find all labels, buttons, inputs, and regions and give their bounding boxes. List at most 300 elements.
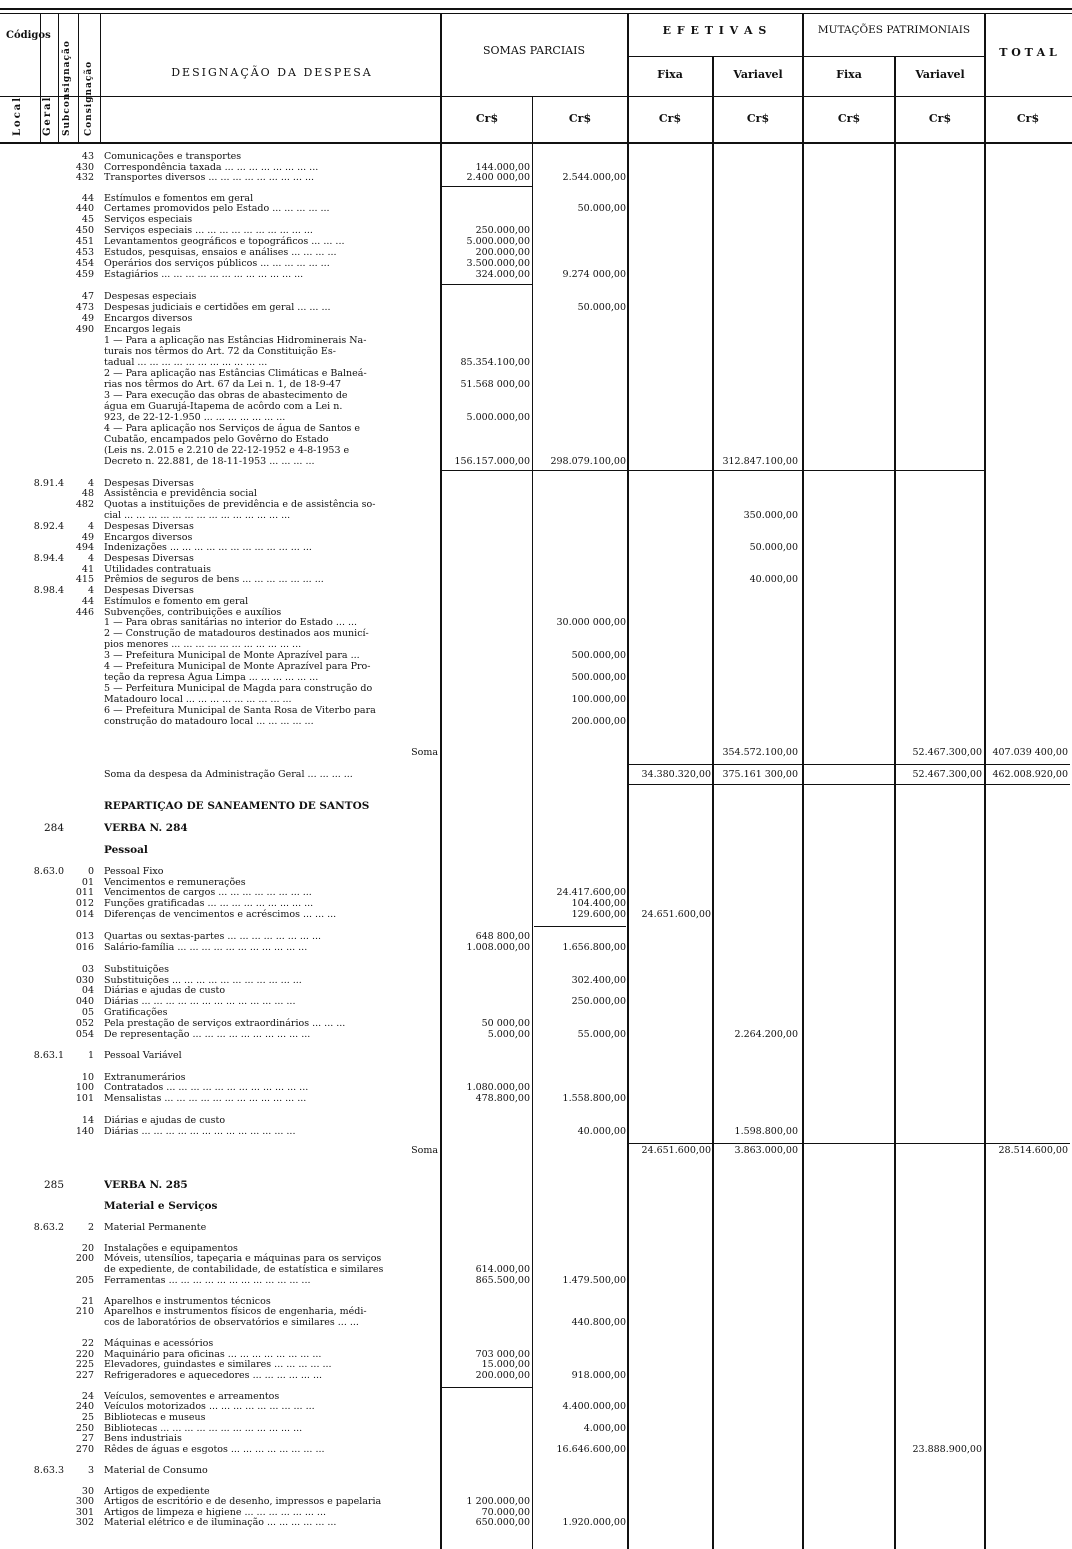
row-mutacao-variavel: 52.467.300,00	[912, 769, 982, 780]
table-row	[0, 521, 1072, 532]
table-row	[0, 661, 1072, 672]
currency-mut-var: Cr$	[928, 112, 952, 125]
row-efetiva-variavel: 50.000,00	[749, 542, 798, 553]
table-row	[0, 236, 1072, 247]
row-code: 14	[81, 1115, 94, 1126]
row-code: 20	[81, 1243, 94, 1254]
row-partial-sum-2: 50.000,00	[577, 302, 626, 313]
row-code: 4	[87, 478, 94, 489]
row-description: Veículos, semoventes e arreamentos	[104, 1391, 280, 1402]
table-row	[0, 368, 1072, 379]
row-code: 250	[75, 1423, 94, 1434]
row-code: 3	[87, 1465, 94, 1476]
row-description: Artigos de escritório e de desenho, impressos e papelaria	[104, 1496, 382, 1507]
row-code: 450	[75, 225, 94, 236]
row-partial-sum-2: 50.000,00	[577, 203, 626, 214]
row-code: 302	[75, 1517, 94, 1528]
row-local-code: 8.94.4	[33, 553, 64, 564]
row-code: 44	[81, 596, 94, 607]
currency-mut-fixa: Cr$	[837, 112, 861, 125]
row-partial-sum-1: 614.000,00	[475, 1264, 530, 1275]
row-description: Indenizações ... ... ... ... ... ... ... ... ... ... ... ...	[104, 542, 312, 553]
row-description: Despesas Diversas	[104, 585, 194, 596]
row-partial-sum-2: 9.274 000,00	[562, 269, 626, 280]
row-description: VERBA N. 285	[104, 1180, 188, 1191]
table-row	[0, 553, 1072, 564]
row-code: 012	[75, 898, 94, 909]
row-code: 430	[75, 162, 94, 173]
table-row	[0, 1264, 1072, 1275]
row-description: Aparelhos e instrumentos físicos de engenharia, médi-	[104, 1306, 367, 1317]
row-code: 04	[81, 985, 94, 996]
table-row	[0, 1306, 1072, 1317]
row-code: 013	[75, 931, 94, 942]
table-row	[0, 488, 1072, 499]
table-row	[0, 1082, 1072, 1093]
row-partial-sum-2: 104.400,00	[571, 898, 626, 909]
row-partial-sum-1: 5.000,00	[487, 1029, 530, 1040]
row-description: Despesas Diversas	[104, 553, 194, 564]
row-partial-sum-2: 918.000,00	[571, 1370, 626, 1381]
row-description: Levantamentos geográficos e topográficos ... ... ...	[104, 236, 345, 247]
currency-sp1: Cr$	[475, 112, 499, 125]
row-description: VERBA N. 284	[104, 823, 188, 834]
table-row	[0, 964, 1072, 975]
table-row	[0, 324, 1072, 335]
table-row	[0, 401, 1072, 412]
row-partial-sum-1: 156.157.000,00	[454, 456, 530, 467]
table-row	[0, 985, 1072, 996]
row-code: 43	[81, 151, 94, 162]
row-mutacao-variavel: 23.888.900,00	[912, 1444, 982, 1455]
row-description: 1 — Para obras sanitárias no interior do Estado ... ...	[104, 617, 358, 628]
row-description: 5 — Perfeitura Municipal de Magda para construção do	[104, 683, 373, 694]
row-description: 2 — Para aplicação nas Estâncias Climáticas e Balneá-	[104, 368, 367, 379]
row-description: Pela prestação de serviços extraordinários ... ... ...	[104, 1018, 346, 1029]
row-code: 040	[75, 996, 94, 1007]
row-description: (Leis ns. 2.015 e 2.210 de 22-12-1952 e 4-8-1953 e	[104, 445, 350, 456]
table-row	[0, 1496, 1072, 1507]
table-row	[0, 1444, 1072, 1455]
row-description: Aparelhos e instrumentos técnicos	[104, 1296, 271, 1307]
row-local-code: 285	[43, 1179, 64, 1191]
row-code: 45	[81, 214, 94, 225]
table-row	[0, 1433, 1072, 1444]
row-description: Pessoal Fixo	[104, 866, 164, 877]
table-row	[0, 434, 1072, 445]
row-description: Soma	[411, 747, 438, 758]
row-description: turais nos têrmos do Art. 72 da Constituição Es-	[104, 346, 336, 357]
row-description: água em Guarujá-Itapema de acôrdo com a Lei n.	[104, 401, 343, 412]
table-row	[0, 291, 1072, 302]
row-code: 47	[81, 291, 94, 302]
row-code: 22	[81, 1338, 94, 1349]
table-row	[0, 1401, 1072, 1412]
header-total: T O T A L	[999, 46, 1057, 59]
row-efetiva-variavel: 312.847.100,00	[722, 456, 798, 467]
row-local-code: 8.91.4	[33, 478, 64, 489]
row-code: 490	[75, 324, 94, 335]
row-code: 454	[75, 258, 94, 269]
row-description: Certames promovidos pelo Estado ... ... ... ... ...	[104, 203, 330, 214]
row-code: 101	[75, 1093, 94, 1104]
row-description: Maquinário para oficinas ... ... ... ... ... ... ... ...	[104, 1349, 322, 1360]
table-row	[0, 390, 1072, 401]
row-code: 240	[75, 1401, 94, 1412]
row-code: 054	[75, 1029, 94, 1040]
row-description: Substituições	[104, 964, 169, 975]
row-partial-sum-1: 85.354.100,00	[460, 357, 530, 368]
row-partial-sum-2: 298.079.100,00	[550, 456, 626, 467]
row-partial-sum-2: 1.920.000,00	[562, 1517, 626, 1528]
table-row	[0, 247, 1072, 258]
row-total: 462.008.920,00	[992, 769, 1068, 780]
row-partial-sum-1: 1.080.000,00	[466, 1082, 530, 1093]
row-partial-sum-2: 200.000,00	[571, 716, 626, 727]
table-row	[0, 1275, 1072, 1286]
row-code: 27	[81, 1433, 94, 1444]
row-description: Ferramentas ... ... ... ... ... ... ... ... ... ... ... ...	[104, 1275, 311, 1286]
row-partial-sum-2: 1.656.800,00	[562, 942, 626, 953]
row-code: 49	[81, 313, 94, 324]
row-description: 3 — Prefeitura Municipal de Monte Aprazível para ...	[104, 650, 360, 661]
table-row	[0, 1126, 1072, 1137]
row-description: 2 — Construção de matadouros destinados aos municí-	[104, 628, 369, 639]
row-description: Bibliotecas e museus	[104, 1412, 206, 1423]
table-row	[0, 1412, 1072, 1423]
table-row	[0, 346, 1072, 357]
row-code: 473	[75, 302, 94, 313]
row-partial-sum-2: 1.558.800,00	[562, 1093, 626, 1104]
row-description: Substituições ... ... ... ... ... ... ... ... ... ... ...	[104, 975, 302, 986]
row-code: 25	[81, 1412, 94, 1423]
table-row	[0, 931, 1072, 942]
row-efetiva-variavel: 354.572.100,00	[722, 747, 798, 758]
table-row	[0, 269, 1072, 280]
row-description: Material de Consumo	[104, 1465, 208, 1476]
row-partial-sum-2: 129.600,00	[571, 909, 626, 920]
row-total: 28.514.600,00	[998, 1145, 1068, 1156]
table-row	[0, 574, 1072, 585]
header-efetivas: E F E T I V A S	[662, 24, 768, 37]
row-description: Vencimentos e remunerações	[104, 877, 246, 888]
table-row	[0, 423, 1072, 434]
row-partial-sum-1: 478.800,00	[475, 1093, 530, 1104]
row-code: 200	[75, 1253, 94, 1264]
row-description: Rêdes de águas e esgotos ... ... ... ... ... ... ... ...	[104, 1444, 325, 1455]
row-partial-sum-1: 200.000,00	[475, 247, 530, 258]
row-efetiva-variavel: 2.264.200,00	[734, 1029, 798, 1040]
row-code: 210	[75, 1306, 94, 1317]
row-partial-sum-1: 70.000,00	[481, 1507, 530, 1518]
row-description: teção da represa Água Limpa ... ... ... ... ... ...	[104, 672, 319, 683]
row-code: 0	[87, 866, 94, 877]
table-row	[0, 1222, 1072, 1233]
row-local-code: 8.92.4	[33, 521, 64, 532]
row-code: 30	[81, 1486, 94, 1497]
row-partial-sum-1: 865.500,00	[475, 1275, 530, 1286]
row-code: 030	[75, 975, 94, 986]
row-description: Cubatão, encampados pelo Govêrno do Estado	[104, 434, 329, 445]
row-description: Contratados ... ... ... ... ... ... ... ... ... ... ... ...	[104, 1082, 309, 1093]
row-partial-sum-2: 1.479.500,00	[562, 1275, 626, 1286]
table-row	[0, 996, 1072, 1007]
table-row	[0, 1465, 1072, 1476]
row-code: 41	[81, 564, 94, 575]
row-code: 4	[87, 585, 94, 596]
currency-ef-var: Cr$	[746, 112, 770, 125]
row-partial-sum-2: 55.000,00	[577, 1029, 626, 1040]
row-description: Decreto n. 22.881, de 18-11-1953 ... ... ... ...	[104, 456, 315, 467]
row-partial-sum-1: 3.500.000,00	[466, 258, 530, 269]
row-description: 4 — Para aplicação nos Serviços de água de Santos e	[104, 423, 361, 434]
row-description: Veículos motorizados ... ... ... ... ... ... ... ... ...	[104, 1401, 315, 1412]
table-row	[0, 683, 1072, 694]
row-description: cos de laboratórios de observatórios e similares ... ...	[104, 1317, 359, 1328]
row-partial-sum-1: 648 800,00	[475, 931, 530, 942]
table-row	[0, 445, 1072, 456]
row-code: 140	[75, 1126, 94, 1137]
row-code: 220	[75, 1349, 94, 1360]
row-code: 270	[75, 1444, 94, 1455]
table-row	[0, 1145, 1072, 1156]
table-row	[0, 617, 1072, 628]
row-partial-sum-1: 51.568 000,00	[460, 379, 530, 390]
row-partial-sum-2: 40.000,00	[577, 1126, 626, 1137]
row-description: 1 — Para a aplicação nas Estâncias Hidrominerais Na-	[104, 335, 367, 346]
table-row	[0, 1093, 1072, 1104]
row-description: De representação ... ... ... ... ... ... ... ... ... ...	[104, 1029, 311, 1040]
table-row	[0, 823, 1072, 834]
row-description: rias nos têrmos do Art. 67 da Lei n. 1, de 18-9-47	[104, 379, 342, 390]
row-partial-sum-1: 50 000,00	[481, 1018, 530, 1029]
table-row	[0, 909, 1072, 920]
row-description: Pessoal Variável	[104, 1050, 182, 1061]
header-codigos: Códigos	[6, 30, 51, 41]
row-code: 432	[75, 172, 94, 183]
table-row	[0, 887, 1072, 898]
row-description: Correspondência taxada ... ... ... ... ... ... ... ...	[104, 162, 319, 173]
table-row	[0, 1338, 1072, 1349]
row-code: 482	[75, 499, 94, 510]
row-description: Material e Serviços	[104, 1201, 218, 1212]
row-description: 923, de 22-12-1.950 ... ... ... ... ... ... ...	[104, 412, 286, 423]
table-row	[0, 412, 1072, 423]
table-row	[0, 1029, 1072, 1040]
row-code: 459	[75, 269, 94, 280]
table-row	[0, 628, 1072, 639]
row-code: 01	[81, 877, 94, 888]
table-row	[0, 1317, 1072, 1328]
row-description: Matadouro local ... ... ... ... ... ... ... ... ...	[104, 694, 292, 705]
table-row	[0, 650, 1072, 661]
row-efetiva-fixa: 34.380.320,00	[641, 769, 711, 780]
row-code: 453	[75, 247, 94, 258]
row-description: Quotas a instituições de previdência e de assistência so-	[104, 499, 376, 510]
row-code: 1	[87, 1050, 94, 1061]
row-partial-sum-2: 250.000,00	[571, 996, 626, 1007]
table-row	[0, 258, 1072, 269]
header-mut-variavel: Variavel	[915, 68, 965, 81]
row-local-code: 8.63.1	[33, 1050, 64, 1061]
table-row	[0, 694, 1072, 705]
row-partial-sum-1: 650.000,00	[475, 1517, 530, 1528]
row-description: Encargos legais	[104, 324, 181, 335]
row-description: Diárias ... ... ... ... ... ... ... ... ... ... ... ... ...	[104, 1126, 296, 1137]
table-row	[0, 747, 1072, 758]
row-description: Diárias ... ... ... ... ... ... ... ... ... ... ... ... ...	[104, 996, 296, 1007]
row-code: 446	[75, 607, 94, 618]
row-partial-sum-2: 100.000,00	[571, 694, 626, 705]
row-code: 052	[75, 1018, 94, 1029]
row-description: Pessoal	[104, 845, 148, 856]
row-description: Diferenças de vencimentos e acréscimos ... ... ...	[104, 909, 337, 920]
table-row	[0, 225, 1072, 236]
row-mutacao-variavel: 52.467.300,00	[912, 747, 982, 758]
table-row	[0, 1115, 1072, 1126]
table-row	[0, 499, 1072, 510]
header-mutacoes: MUTAÇÕES PATRIMONIAIS	[817, 24, 971, 36]
row-description: Soma da despesa da Administração Geral ... ... ... ...	[104, 769, 353, 780]
row-description: pios menores ... ... ... ... ... ... ... ... ... ... ...	[104, 639, 302, 650]
row-code: 03	[81, 964, 94, 975]
row-partial-sum-1: 703 000,00	[475, 1349, 530, 1360]
table-row	[0, 1201, 1072, 1212]
row-description: Estímulos e fomento em geral	[104, 596, 249, 607]
row-description: construção do matadouro local ... ... ... ... ...	[104, 716, 314, 727]
row-local-code: 8.63.0	[33, 866, 64, 877]
row-code: 05	[81, 1007, 94, 1018]
table-row	[0, 1370, 1072, 1381]
header-subconsignacao: Subconsignação	[62, 40, 72, 136]
row-partial-sum-1: 5.000.000,00	[466, 412, 530, 423]
row-partial-sum-2: 302.400,00	[571, 975, 626, 986]
row-description: Refrigeradores e aquecedores ... ... ... ... ... ...	[104, 1370, 323, 1381]
row-description: Comunicações e transportes	[104, 151, 242, 162]
row-efetiva-variavel: 40.000,00	[749, 574, 798, 585]
table-row	[0, 1359, 1072, 1370]
row-efetiva-fixa: 24.651.600,00	[641, 1145, 711, 1156]
row-description: Elevadores, guindastes e similares ... ... ... ... ...	[104, 1359, 332, 1370]
row-partial-sum-1: 5.000.000,00	[466, 236, 530, 247]
row-efetiva-variavel: 375.161 300,00	[722, 769, 798, 780]
row-description: Serviços especiais ... ... ... ... ... ... ... ... ... ...	[104, 225, 313, 236]
table-row	[0, 942, 1072, 953]
row-description: Quartas ou sextas-partes ... ... ... ... ... ... ... ...	[104, 931, 322, 942]
row-efetiva-fixa: 24.651.600,00	[641, 909, 711, 920]
row-description: Extranumerários	[104, 1072, 186, 1083]
header-consignacao: Consignação	[84, 60, 94, 136]
row-code: 440	[75, 203, 94, 214]
row-partial-sum-2: 30.000 000,00	[556, 617, 626, 628]
row-description: Material Permanente	[104, 1222, 207, 1233]
row-description: tadual ... ... ... ... ... ... ... ... ... ... ...	[104, 357, 268, 368]
row-description: Diárias e ajudas de custo	[104, 1115, 226, 1126]
row-description: Despesas judiciais e certidões em geral ... ... ...	[104, 302, 331, 313]
table-row	[0, 542, 1072, 553]
row-code: 24	[81, 1391, 94, 1402]
row-code: 494	[75, 542, 94, 553]
header-local: Local	[12, 95, 23, 136]
row-code: 301	[75, 1507, 94, 1518]
table-row	[0, 866, 1072, 877]
row-partial-sum-2: 16.646.600,00	[556, 1444, 626, 1455]
currency-ef-fixa: Cr$	[658, 112, 682, 125]
row-description: Soma	[411, 1145, 438, 1156]
row-description: Bibliotecas ... ... ... ... ... ... ... ... ... ... ... ...	[104, 1423, 303, 1434]
table-row	[0, 639, 1072, 650]
row-description: Encargos diversos	[104, 313, 193, 324]
row-partial-sum-2: 24.417.600,00	[556, 887, 626, 898]
row-description: Serviços especiais	[104, 214, 193, 225]
row-partial-sum-2: 500.000,00	[571, 650, 626, 661]
row-code: 10	[81, 1072, 94, 1083]
row-code: 014	[75, 909, 94, 920]
row-description: Despesas Diversas	[104, 478, 194, 489]
row-local-code: 8.63.3	[33, 1465, 64, 1476]
row-description: REPARTIÇÃO DE SANEAMENTO DE SANTOS	[104, 801, 370, 812]
row-description: Encargos diversos	[104, 532, 193, 543]
row-total: 407.039 400,00	[992, 747, 1068, 758]
table-row	[0, 898, 1072, 909]
table-row	[0, 801, 1072, 812]
row-partial-sum-1: 250.000,00	[475, 225, 530, 236]
table-row	[0, 1253, 1072, 1264]
row-partial-sum-1: 324.000,00	[475, 269, 530, 280]
row-description: Transportes diversos ... ... ... ... ... ... ... ... ...	[104, 172, 315, 183]
row-code: 48	[81, 488, 94, 499]
table-row	[0, 214, 1072, 225]
row-description: Funções gratificadas ... ... ... ... ... ... ... ... ...	[104, 898, 314, 909]
row-description: Bens industriais	[104, 1433, 182, 1444]
header-somas-parciais: SOMAS PARCIAIS	[483, 44, 585, 57]
table-row	[0, 151, 1072, 162]
row-description: de expediente, de contabilidade, de estatística e similares	[104, 1264, 384, 1275]
row-efetiva-variavel: 3.863.000,00	[734, 1145, 798, 1156]
row-description: Salário-família ... ... ... ... ... ... ... ... ... ... ...	[104, 942, 308, 953]
table-row	[0, 302, 1072, 313]
row-code: 100	[75, 1082, 94, 1093]
row-code: 011	[75, 887, 94, 898]
table-row	[0, 1007, 1072, 1018]
header-designacao: DESIGNAÇÃO DA DESPESA	[171, 66, 373, 79]
currency-total: Cr$	[1016, 112, 1040, 125]
currency-sp2: Cr$	[568, 112, 592, 125]
row-description: Instalações e equipamentos	[104, 1243, 238, 1254]
row-code: 205	[75, 1275, 94, 1286]
table-row	[0, 1018, 1072, 1029]
row-description: 4 — Prefeitura Municipal de Monte Aprazível para Pro-	[104, 661, 371, 672]
table-row	[0, 379, 1072, 390]
row-local-code: 284	[43, 822, 64, 834]
row-partial-sum-2: 4.000,00	[583, 1423, 626, 1434]
row-description: Despesas Diversas	[104, 521, 194, 532]
row-description: Vencimentos de cargos ... ... ... ... ... ... ... ...	[104, 887, 312, 898]
table-row	[0, 716, 1072, 727]
row-code: 415	[75, 574, 94, 585]
table-row	[0, 172, 1072, 183]
row-description: Prêmios de seguros de bens ... ... ... ... ... ... ...	[104, 574, 324, 585]
row-partial-sum-2: 440.800,00	[571, 1317, 626, 1328]
row-partial-sum-1: 1 200.000,00	[466, 1496, 530, 1507]
row-description: Gratificações	[104, 1007, 168, 1018]
row-description: Máquinas e acessórios	[104, 1338, 214, 1349]
row-description: Móveis, utensílios, tapeçaria e máquinas para os serviços	[104, 1253, 382, 1264]
header-ef-fixa: Fixa	[657, 68, 683, 81]
row-code: 227	[75, 1370, 94, 1381]
header-geral: Geral	[42, 95, 53, 136]
table-row	[0, 672, 1072, 683]
